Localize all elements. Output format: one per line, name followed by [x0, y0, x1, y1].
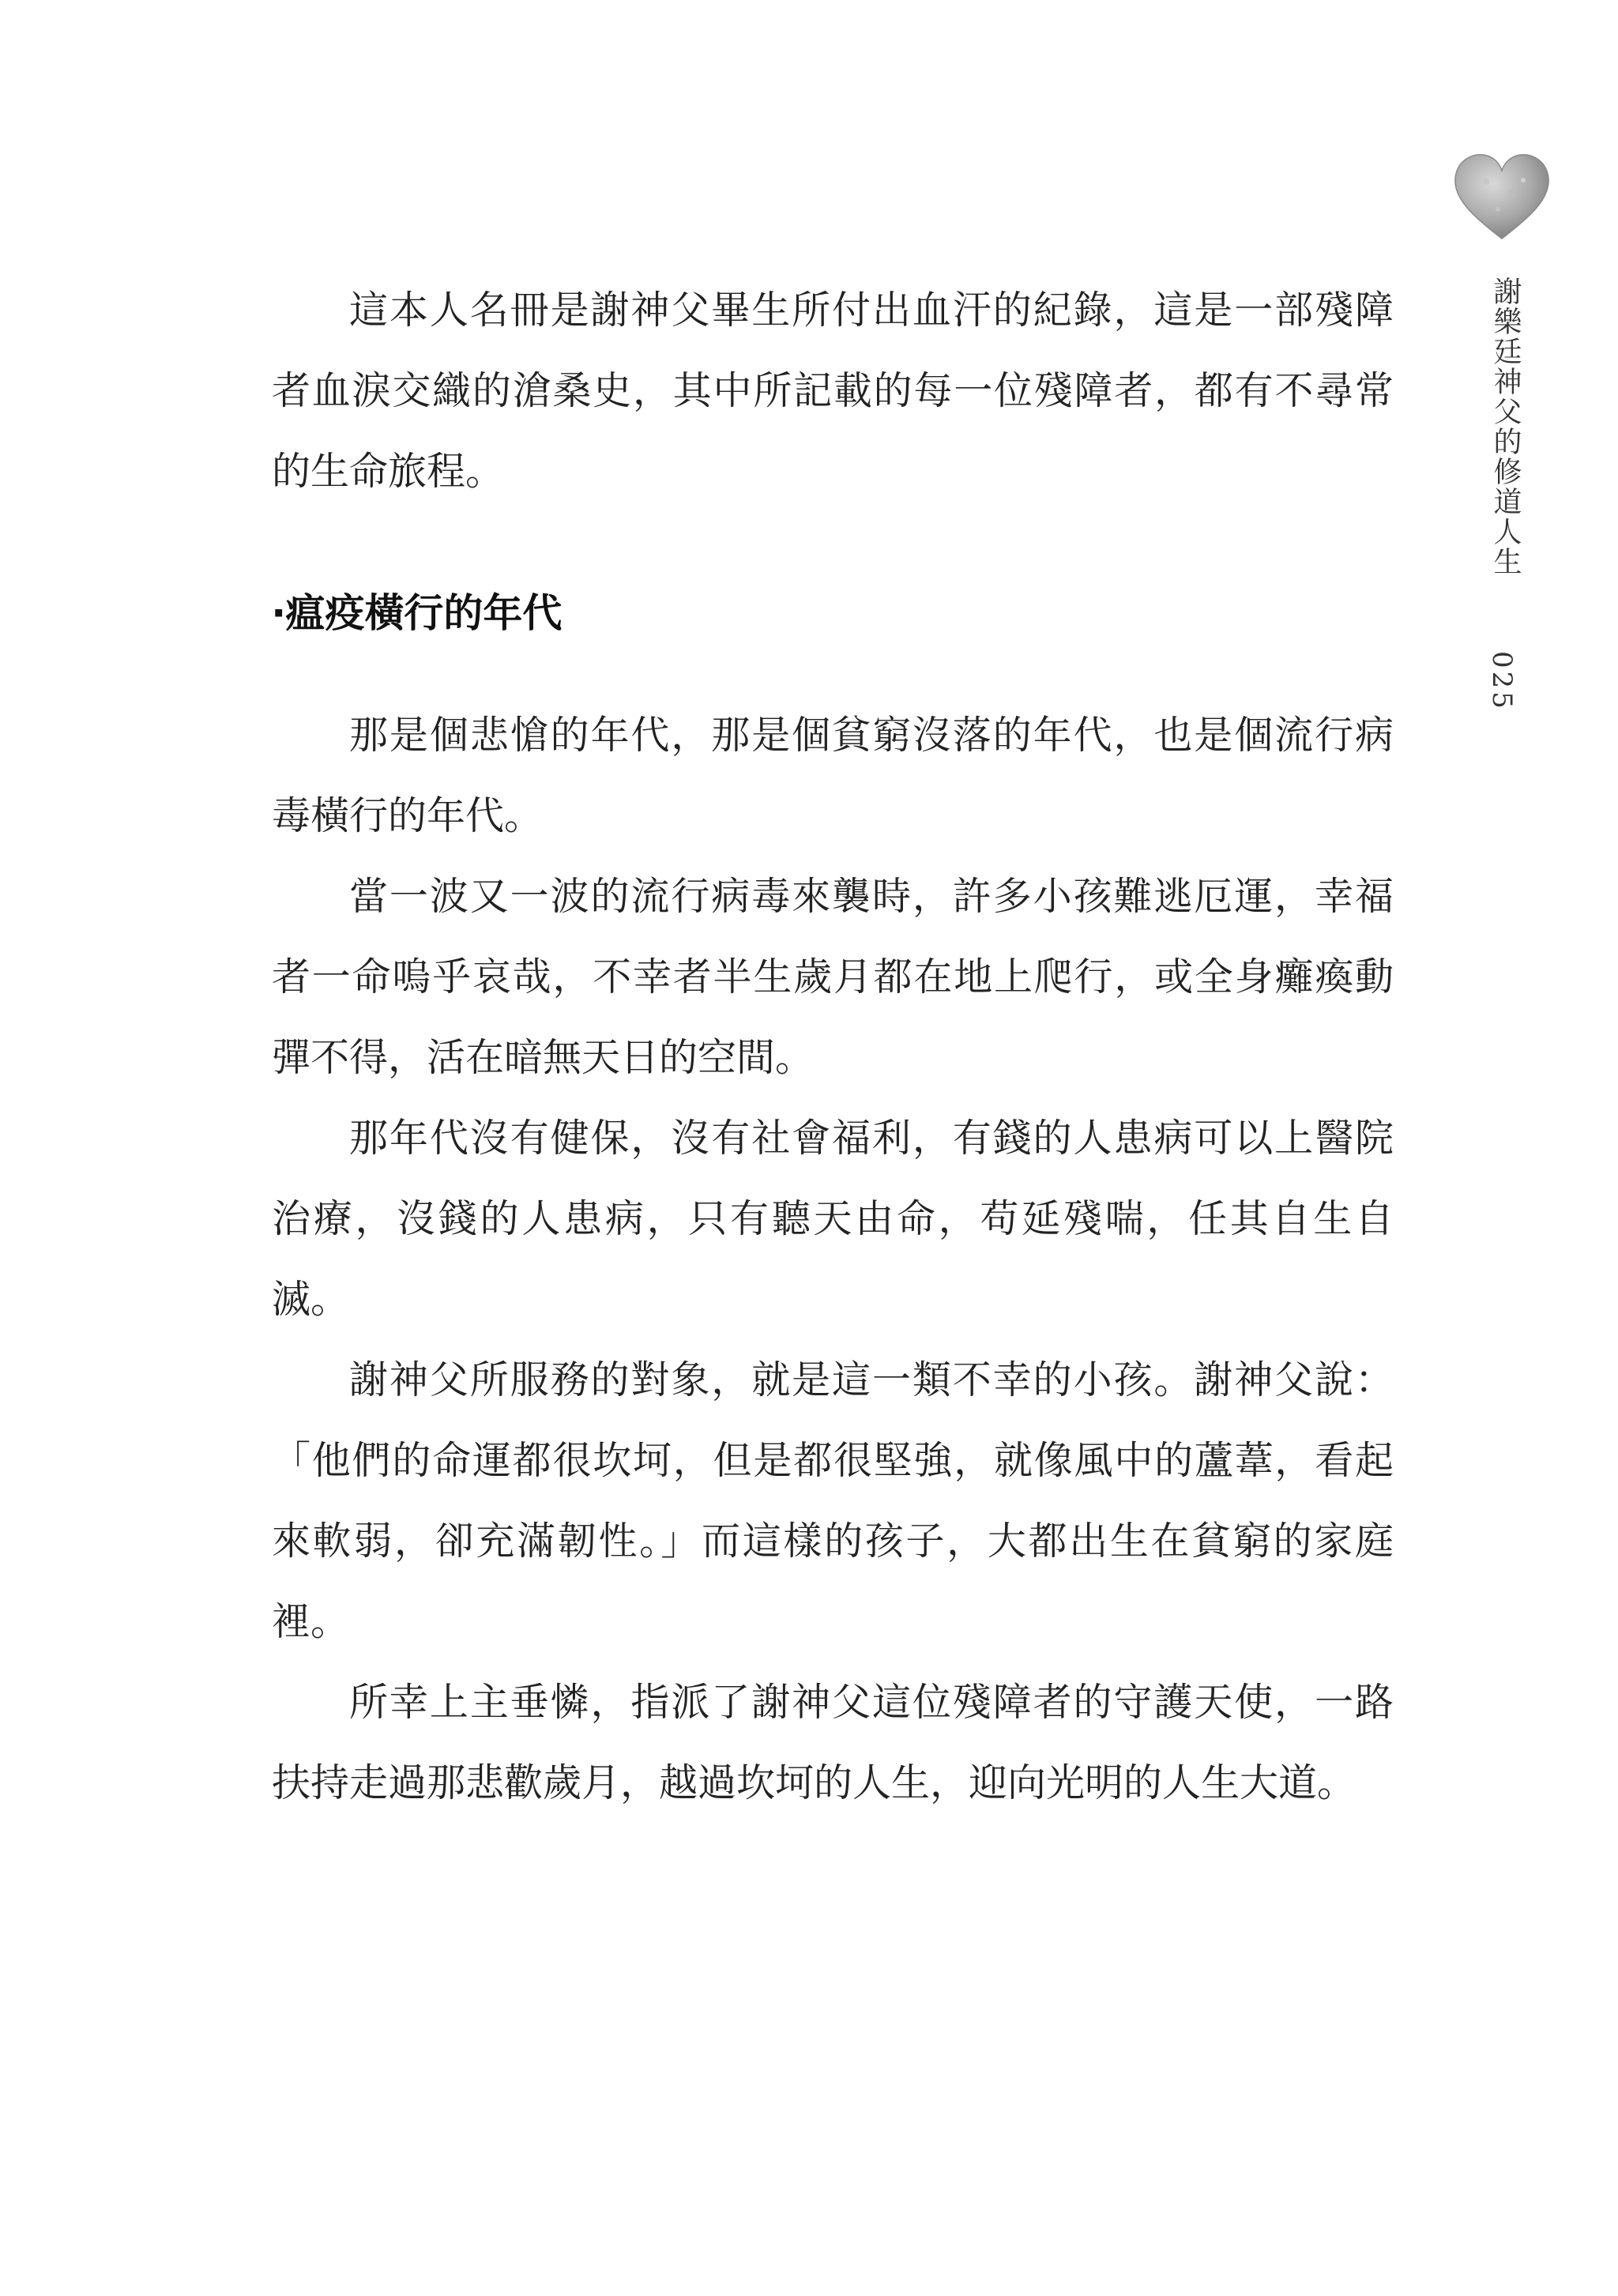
running-head: 謝樂廷神父的修道人生	[1489, 277, 1522, 577]
paragraph-5: 所幸上主垂憐，指派了謝神父這位殘障者的守護天使，一路扶持走過那悲歡歲月，越過坎坷的人生，迎向光明的人生大道。	[272, 1680, 1394, 1805]
paragraph-intro: 這本人名冊是謝神父畢生所付出血汗的紀錄，這是一部殘障者血淚交織的滄桑史，其中所記載的每一位殘障者，都有不尋常的生命旅程。	[272, 288, 1394, 494]
page-number: 025	[1486, 651, 1518, 712]
paragraph-1: 那是個悲愴的年代，那是個貧窮沒落的年代，也是個流行病毒橫行的年代。	[272, 713, 1394, 838]
paragraph-4: 謝神父所服務的對象，就是這一類不幸的小孩。謝神父說：「他們的命運都很坎坷，但是都很堅強，就像風中的蘆葦，看起來軟弱，卻充滿韌性。」而這樣的孩子，大都出生在貧窮的家庭裡。	[272, 1357, 1394, 1644]
paragraph-3: 那年代沒有健保，沒有社會福利，有錢的人患病可以上醫院治療，沒錢的人患病，只有聽天由命，苟延殘喘，任其自生自滅。	[272, 1116, 1394, 1322]
paragraph-2: 當一波又一波的流行病毒來襲時，許多小孩難逃厄運，幸福者一命嗚乎哀哉，不幸者半生歲月都在地上爬行，或全身癱瘓動彈不得，活在暗無天日的空間。	[272, 874, 1394, 1080]
section-heading: ‧瘟疫橫行的年代	[272, 590, 563, 636]
body-text	[272, 270, 1394, 1824]
heart-icon	[1451, 150, 1553, 245]
